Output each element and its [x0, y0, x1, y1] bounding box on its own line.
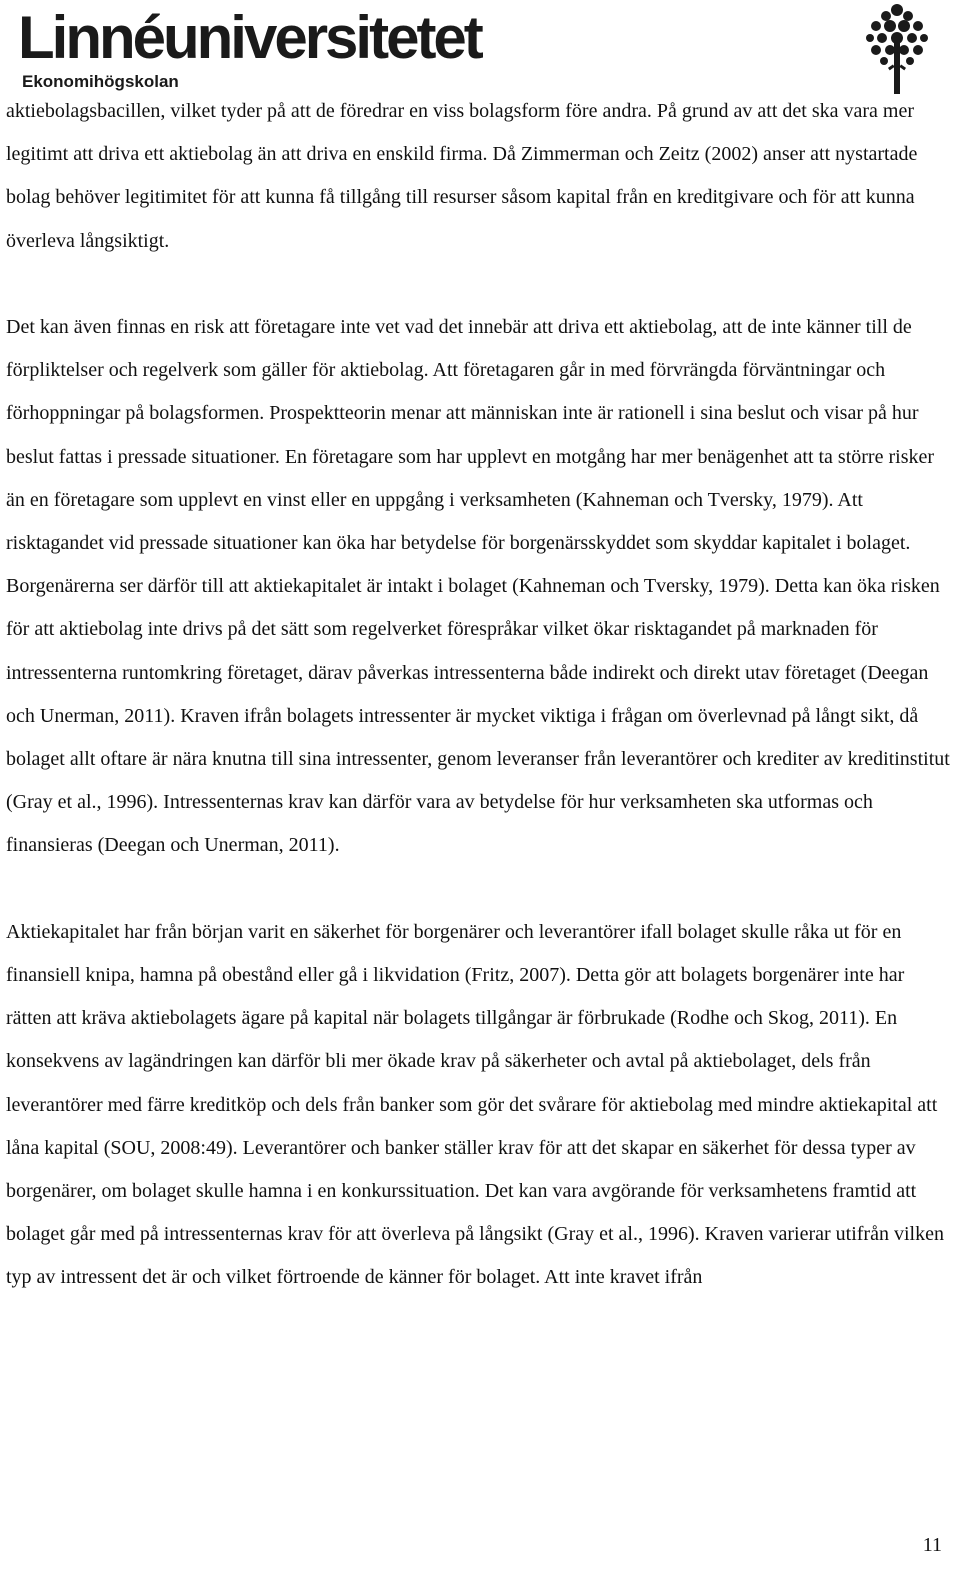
paragraph-1: aktiebolagsbacillen, vilket tyder på att de föredrar en viss bolagsform före andra. På grund av att det ska vara mer legitimt att driva ett aktiebolag än att driva en enskild firma. Då Zimmerman och Zeitz (2002) anser att nystartade bolag behöver legitimitet för att kunna få tillgång till resurser såsom kapital från en kreditgivare och för att kunna överleva långsiktigt. [6, 100, 918, 252]
tree-icon [862, 2, 932, 94]
page-number: 11 [922, 1534, 942, 1556]
university-logo-subtitle: Ekonomihögskolan [22, 72, 179, 91]
paragraph-3: Aktiekapitalet har från början varit en säkerhet för borgenärer och leverantörer ifall bolaget skulle råka ut för en finansiell knipa, hamna på obestånd eller gå i likvidation (Fritz, 2007). Detta gör att bolagets borgenärer inte har rätten att kräva aktiebolagets ägare på kapital när bolagets tillgångar är förbrukade (Rodhe och Skog, 2011). En konsekvens av lagändringen kan därför bli mer ökade krav på säkerheter och avtal på aktiebolaget, dels från leverantörer med färre kreditköp och dels från banker som gör det svårare för aktiebolag med mindre aktiekapital att låna kapital (SOU, 2008:49). Leverantörer och banker ställer krav för att det skapar en säkerhet för dessa typer av borgenärer, om bolaget skulle hamna i en konkurssituation. Det kan vara avgörande för verksamhetens framtid att bolaget går med på intressenternas krav för att överleva på långsikt (Gray et al., 1996). Kraven varierar utifrån vilken typ av intressent det är och vilket förtroende de känner för bolaget. Att inte kravet ifrån [6, 920, 944, 1289]
body-text [6, 90, 951, 1300]
university-logo-title: Linnéuniversitetet [18, 4, 481, 71]
paragraph-2: Det kan även finnas en risk att företagare inte vet vad det innebär att driva ett aktiebolag, att de inte känner till de förpliktelser och regelverk som gäller för aktiebolag. Att företagaren går in med förvrängda förväntningar och förhoppningar på bolagsformen. Prospektteorin menar att människan inte är rationell i sina beslut och visar på hur beslut fattas i pressade situationer. En företagare som har upplevt en motgång har mer benägenhet att ta större risker än en företagare som upplevt en vinst eller en uppgång i verksamheten (Kahneman och Tversky, 1979). Att risktagandet vid pressade situationer kan öka har betydelse för borgenärsskyddet som skyddar kapitalet i bolaget. Borgenärerna ser därför till att aktiekapitalet är intakt i bolaget (Kahneman och Tversky, 1979). Detta kan öka risken för att aktiebolag inte drivs på det sätt som regelverket förespråkar vilket ökar risktagandet på marknaden för intressenterna runtomkring företaget, därav påverkas intressenterna både indirekt och direkt utav företaget (Deegan och Unerman, 2011). Kraven ifrån bolagets intressenter är mycket viktiga i frågan om överlevnad på långt sikt, då bolaget allt oftare är nära knutna till sina intressenter, genom leveranser från leverantörer och krediter av kreditinstitut (Gray et al., 1996). Intressenternas krav kan därför vara av betydelse för hur verksamheten ska utformas och finansieras (Deegan och Unerman, 2011). [6, 316, 950, 857]
